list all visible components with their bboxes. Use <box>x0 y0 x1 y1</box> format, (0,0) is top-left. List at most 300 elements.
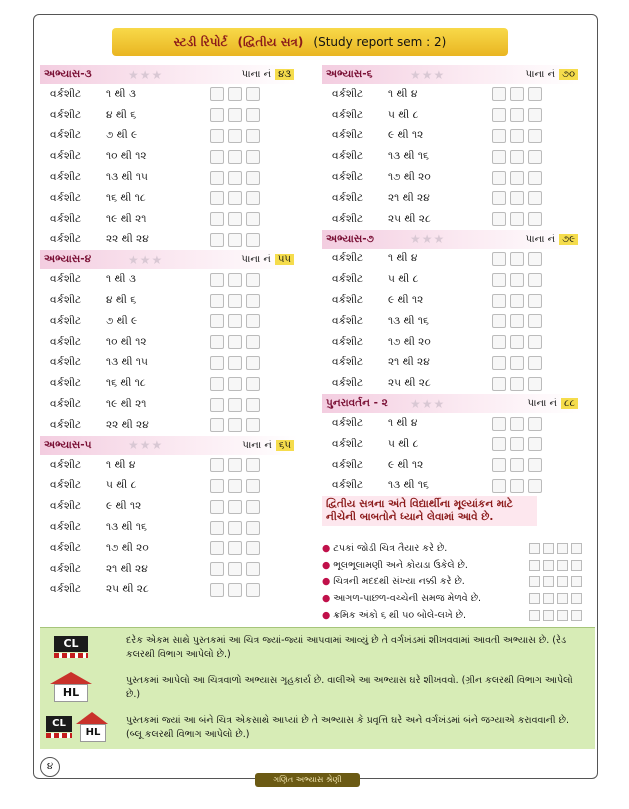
checkbox[interactable] <box>510 252 524 266</box>
checkbox[interactable] <box>210 150 224 164</box>
worksheet-label: વર્કશીટ <box>332 417 364 430</box>
worksheet-row <box>322 167 582 188</box>
worksheet-label: વર્કશીટ <box>50 335 82 348</box>
page-label: પાના નં <box>241 254 271 266</box>
worksheet-range: ૧૩ થી ૧૫ <box>106 171 148 184</box>
worksheet-row <box>40 517 298 538</box>
checkbox[interactable] <box>528 273 542 287</box>
worksheet-row <box>322 188 582 209</box>
checkbox[interactable] <box>528 212 542 226</box>
criteria-text: આગળ-પાછળ-વચ્ચેની સમજ મેળવે છે. <box>333 593 482 605</box>
checkbox[interactable] <box>571 610 582 621</box>
checkbox-group <box>210 458 260 472</box>
worksheet-row <box>40 209 298 230</box>
checkbox[interactable] <box>228 273 242 287</box>
checkbox[interactable] <box>492 335 506 349</box>
checkbox[interactable] <box>492 377 506 391</box>
checkbox[interactable] <box>228 479 242 493</box>
checkbox[interactable] <box>228 398 242 412</box>
checkbox[interactable] <box>492 171 506 185</box>
checkbox-group <box>210 541 260 555</box>
checkbox[interactable] <box>492 294 506 308</box>
section-header <box>322 65 582 84</box>
checkbox[interactable] <box>543 576 554 587</box>
checkbox[interactable] <box>228 541 242 555</box>
checkbox-group <box>210 212 260 226</box>
worksheet-row <box>322 290 582 311</box>
section-header <box>322 230 582 249</box>
checkbox[interactable] <box>210 562 224 576</box>
worksheet-row <box>40 146 298 167</box>
star-rating-icon: ★★★ <box>128 252 164 267</box>
checkbox[interactable] <box>246 377 260 391</box>
section-header <box>40 436 298 455</box>
worksheet-range: ૨૧ થી ૨૪ <box>106 562 148 575</box>
checkbox[interactable] <box>228 191 242 205</box>
checkbox[interactable] <box>510 191 524 205</box>
checkbox[interactable] <box>246 521 260 535</box>
checkbox[interactable] <box>246 418 260 432</box>
left-column <box>40 65 298 600</box>
worksheet-range: ૯ થી ૧૨ <box>388 294 424 307</box>
worksheet-label: વર્કશીટ <box>50 562 82 575</box>
checkbox[interactable] <box>228 129 242 143</box>
checkbox[interactable] <box>210 314 224 328</box>
section-header <box>40 65 298 84</box>
checkbox[interactable] <box>210 541 224 555</box>
checkbox[interactable] <box>210 458 224 472</box>
worksheet-range: ૧૭ થી ૨૦ <box>106 541 149 554</box>
worksheet-row <box>40 580 298 601</box>
checkbox[interactable] <box>492 150 506 164</box>
checkbox[interactable] <box>210 356 224 370</box>
checkbox[interactable] <box>246 314 260 328</box>
worksheet-label: વર્કશીટ <box>50 171 82 184</box>
worksheet-range: ૫ થી ૮ <box>388 108 419 121</box>
worksheet-row <box>322 146 582 167</box>
checkbox[interactable] <box>228 108 242 122</box>
worksheet-row <box>40 332 298 353</box>
worksheet-range: ૯ થી ૧૨ <box>106 500 142 513</box>
worksheet-range: ૧૩ થી ૧૬ <box>388 150 429 163</box>
checkbox[interactable] <box>492 129 506 143</box>
checkbox[interactable] <box>492 108 506 122</box>
checkbox[interactable] <box>510 335 524 349</box>
worksheet-range: ૧૩ થી ૧૬ <box>388 479 429 492</box>
checkbox[interactable] <box>210 87 224 101</box>
star-rating-icon: ★★★ <box>128 438 164 453</box>
page-label: પાના નં <box>527 398 557 410</box>
checkbox[interactable] <box>228 521 242 535</box>
checkbox[interactable] <box>228 87 242 101</box>
checkbox[interactable] <box>210 171 224 185</box>
checkbox[interactable] <box>492 458 506 472</box>
checkbox[interactable] <box>528 252 542 266</box>
checkbox-group <box>492 377 542 391</box>
worksheet-row <box>322 311 582 332</box>
star-rating-icon: ★★★ <box>128 67 164 82</box>
page-label: પાના નં <box>241 69 272 80</box>
worksheet-label: વર્કશીટ <box>332 108 364 121</box>
checkbox[interactable] <box>492 314 506 328</box>
checkbox[interactable] <box>228 233 242 247</box>
checkbox[interactable] <box>492 191 506 205</box>
checkbox[interactable] <box>210 294 224 308</box>
worksheet-label: વર્કશીટ <box>332 150 364 163</box>
checkbox-group <box>492 273 542 287</box>
checkbox[interactable] <box>528 377 542 391</box>
star-rating-icon: ★★★ <box>410 67 446 82</box>
checkbox[interactable] <box>228 294 242 308</box>
worksheet-range: ૨૫ થી ૨૮ <box>388 212 431 225</box>
worksheet-range: ૪ થી ૬ <box>106 108 137 121</box>
page-label: પાના નં <box>525 233 556 245</box>
worksheet-label: વર્કશીટ <box>332 335 364 348</box>
checkbox[interactable] <box>528 171 542 185</box>
page-number-badge: ૭૦ <box>559 69 578 80</box>
checkbox-group <box>210 335 260 349</box>
checkbox[interactable] <box>510 212 524 226</box>
checkbox[interactable] <box>210 398 224 412</box>
worksheet-range: ૧૬ થી ૧૮ <box>106 191 146 204</box>
checkbox[interactable] <box>228 356 242 370</box>
worksheet-range: ૫ થી ૮ <box>106 479 137 492</box>
criteria-text: ક્રમિક અંકો ૬ થી ૫૦ બોલે-લખે છે. <box>333 610 467 622</box>
criteria-list <box>322 540 582 624</box>
checkbox[interactable] <box>492 252 506 266</box>
worksheet-row <box>322 353 582 374</box>
checkbox[interactable] <box>492 87 506 101</box>
checkbox[interactable] <box>510 314 524 328</box>
checkbox[interactable] <box>210 108 224 122</box>
checkbox[interactable] <box>571 560 582 571</box>
checkbox[interactable] <box>246 541 260 555</box>
worksheet-range: ૨૫ થી ૨૮ <box>106 583 149 596</box>
worksheet-label: વર્કશીટ <box>50 356 82 369</box>
worksheet-row <box>40 455 298 476</box>
checkbox[interactable] <box>528 129 542 143</box>
worksheet-row <box>40 559 298 580</box>
checkbox[interactable] <box>528 335 542 349</box>
section-title: અભ્યાસ-૫ <box>44 438 92 451</box>
checkbox-group <box>492 294 542 308</box>
checkbox-group <box>210 479 260 493</box>
checkbox[interactable] <box>210 335 224 349</box>
checkbox-group <box>492 150 542 164</box>
worksheet-range: ૫ થી ૮ <box>388 273 419 286</box>
worksheet-label: વર્કશીટ <box>50 377 82 390</box>
checkbox[interactable] <box>492 417 506 431</box>
worksheet-range: ૨૨ થી ૨૪ <box>106 233 149 246</box>
checkbox-group <box>492 479 542 493</box>
checkbox[interactable] <box>246 479 260 493</box>
checkbox[interactable] <box>228 212 242 226</box>
page-number-badge: ૮૮ <box>561 398 578 409</box>
worksheet-label: વર્કશીટ <box>332 273 364 286</box>
checkbox-group <box>210 233 260 247</box>
checkbox[interactable] <box>246 583 260 597</box>
checkbox[interactable] <box>246 562 260 576</box>
checkbox[interactable] <box>557 576 568 587</box>
checkbox-group <box>210 294 260 308</box>
checkbox[interactable] <box>210 233 224 247</box>
star-rating-icon: ★★★ <box>410 232 446 247</box>
checkbox[interactable] <box>228 583 242 597</box>
checkbox[interactable] <box>529 576 540 587</box>
worksheet-label: વર્કશીટ <box>332 479 364 492</box>
legend-text-both: પુસ્તકમાં જ્યાં આ બંને ચિત્ર એકસાથે આપ્યાં છે તે અભ્યાસ કે પ્રવૃત્તિ ઘરે અને વર્ગખંડમાં બંને જગ્યાએ કરાવવાની છે. (બ્લૂ કલરથી વિભાગ આપેલો છે.) <box>126 715 569 740</box>
checkbox[interactable] <box>571 593 582 604</box>
checkbox[interactable] <box>228 150 242 164</box>
checkbox-group <box>492 417 542 431</box>
worksheet-row <box>40 496 298 517</box>
checkbox[interactable] <box>246 212 260 226</box>
worksheet-row <box>40 269 298 290</box>
page-number-badge: ૫૫ <box>275 254 294 265</box>
worksheet-label: વર્કશીટ <box>50 294 82 307</box>
checkbox[interactable] <box>228 335 242 349</box>
checkbox-group <box>210 129 260 143</box>
worksheet-row <box>322 413 582 434</box>
worksheet-row <box>322 269 582 290</box>
checkbox-group <box>492 191 542 205</box>
checkbox[interactable] <box>510 479 524 493</box>
checkbox[interactable] <box>528 437 542 451</box>
worksheet-range: ૨૫ થી ૨૮ <box>388 377 431 390</box>
evaluation-note <box>322 496 537 526</box>
worksheet-range: ૧ થી ૪ <box>388 87 418 100</box>
checkbox[interactable] <box>228 418 242 432</box>
checkbox[interactable] <box>510 171 524 185</box>
criteria-item <box>322 540 582 557</box>
checkbox[interactable] <box>246 87 260 101</box>
checkbox[interactable] <box>543 593 554 604</box>
bullet-icon: ● <box>322 593 331 605</box>
checkbox[interactable] <box>210 479 224 493</box>
checkbox[interactable] <box>246 458 260 472</box>
checkbox[interactable] <box>210 583 224 597</box>
checkbox[interactable] <box>510 294 524 308</box>
page-number-badge: ૭૯ <box>559 234 578 245</box>
worksheet-range: ૧ થી ૪ <box>388 417 418 430</box>
criteria-item <box>322 607 582 624</box>
star-rating-icon: ★★★ <box>410 396 446 411</box>
checkbox[interactable] <box>529 593 540 604</box>
worksheet-label: વર્કશીટ <box>50 108 82 121</box>
checkbox[interactable] <box>528 108 542 122</box>
worksheet-label: વર્કશીટ <box>332 437 364 450</box>
bullet-icon: ● <box>322 542 331 554</box>
checkbox[interactable] <box>528 314 542 328</box>
checkbox[interactable] <box>228 458 242 472</box>
checkbox[interactable] <box>528 356 542 370</box>
checkbox[interactable] <box>492 273 506 287</box>
checkbox[interactable] <box>510 150 524 164</box>
checkbox[interactable] <box>510 437 524 451</box>
checkbox[interactable] <box>246 294 260 308</box>
worksheet-label: વર્કશીટ <box>332 252 364 265</box>
checkbox[interactable] <box>543 560 554 571</box>
checkbox[interactable] <box>543 543 554 554</box>
checkbox[interactable] <box>210 521 224 535</box>
checkbox[interactable] <box>246 150 260 164</box>
checkbox[interactable] <box>210 273 224 287</box>
checkbox[interactable] <box>210 212 224 226</box>
checkbox[interactable] <box>246 171 260 185</box>
checkbox[interactable] <box>246 398 260 412</box>
worksheet-row <box>322 373 582 394</box>
checkbox[interactable] <box>510 129 524 143</box>
worksheet-range: ૧ થી ૩ <box>106 87 136 100</box>
checkbox[interactable] <box>528 191 542 205</box>
worksheet-row <box>322 126 582 147</box>
checkbox[interactable] <box>246 500 260 514</box>
checkbox[interactable] <box>571 543 582 554</box>
worksheet-range: ૨૧ થી ૨૪ <box>388 356 430 369</box>
checkbox[interactable] <box>228 171 242 185</box>
worksheet-row <box>322 332 582 353</box>
checkbox[interactable] <box>228 377 242 391</box>
checkbox[interactable] <box>246 233 260 247</box>
checkbox[interactable] <box>510 458 524 472</box>
worksheet-row <box>322 84 582 105</box>
criteria-text: ચિત્રની મદદથી સંખ્યા નક્કી કરે છે. <box>333 576 465 588</box>
checkbox[interactable] <box>492 356 506 370</box>
worksheet-range: ૨૨ થી ૨૪ <box>106 418 149 431</box>
checkbox-group <box>492 108 542 122</box>
checkbox[interactable] <box>529 543 540 554</box>
checkbox[interactable] <box>543 610 554 621</box>
checkbox[interactable] <box>210 500 224 514</box>
checkbox[interactable] <box>528 150 542 164</box>
checkbox[interactable] <box>510 108 524 122</box>
checkbox[interactable] <box>492 437 506 451</box>
checkbox[interactable] <box>246 335 260 349</box>
checkbox[interactable] <box>228 500 242 514</box>
worksheet-label: વર્કશીટ <box>50 273 82 286</box>
worksheet-label: વર્કશીટ <box>50 418 82 431</box>
checkbox[interactable] <box>528 87 542 101</box>
page-number-badge: ૪૩ <box>275 69 294 80</box>
worksheet-label: વર્કશીટ <box>50 87 82 100</box>
worksheet-range: ૧૯ થી ૨૧ <box>106 212 147 225</box>
checkbox[interactable] <box>228 314 242 328</box>
checkbox-group <box>210 377 260 391</box>
worksheet-row <box>40 476 298 497</box>
worksheet-range: ૯ થી ૧૨ <box>388 129 424 142</box>
checkbox[interactable] <box>529 560 540 571</box>
worksheet-range: ૧૩ થી ૧૬ <box>388 314 429 327</box>
worksheet-range: ૭ થી ૯ <box>106 314 138 327</box>
checkbox[interactable] <box>210 129 224 143</box>
legend-text-hl: પુસ્તકમાં આપેલો આ ચિત્રવાળો અભ્યાસ ગૃહકાર્ય છે. વાલીએ આ અભ્યાસ ઘરે શીખવવો. (ગ્રીન કલરથી વિભાગ આપેલો છે.) <box>126 675 573 700</box>
checkbox[interactable] <box>246 191 260 205</box>
checkbox[interactable] <box>557 593 568 604</box>
checkbox[interactable] <box>492 479 506 493</box>
worksheet-row <box>40 126 298 147</box>
note-line-2: નીચેની બાબતોને ધ્યાને લેવામાં આવે છે. <box>326 511 494 523</box>
worksheet-row <box>40 188 298 209</box>
checkbox-group <box>492 335 542 349</box>
checkbox-group <box>492 129 542 143</box>
checkbox[interactable] <box>246 129 260 143</box>
worksheet-range: ૧ થી ૪ <box>388 252 418 265</box>
note-line-1: દ્વિતીય સત્રના અંતે વિદ્યાર્થીના મૂલ્યાંકન માટે <box>326 498 513 510</box>
checkbox[interactable] <box>510 87 524 101</box>
worksheet-row <box>40 394 298 415</box>
checkbox-group <box>210 398 260 412</box>
legend-text-cl: દરેક એકમ સાથે પુસ્તકમાં આ ચિત્ર જ્યાં-જ્યાં આપવામાં આવ્યું છે તે વર્ગખંડમાં શીખવવામાં આવતી અભ્યાસ છે. (રેડ કલરથી વિભાગ આપેલો છે.) <box>126 635 567 660</box>
checkbox[interactable] <box>528 294 542 308</box>
checkbox[interactable] <box>510 273 524 287</box>
checkbox[interactable] <box>246 108 260 122</box>
checkbox[interactable] <box>246 273 260 287</box>
hl-house-icon: HL <box>50 672 92 702</box>
checkbox[interactable] <box>210 418 224 432</box>
checkbox-group <box>210 314 260 328</box>
worksheet-label: વર્કશીટ <box>332 171 364 184</box>
checkbox[interactable] <box>557 543 568 554</box>
worksheet-label: વર્કશીટ <box>50 314 82 327</box>
criteria-item <box>322 574 582 591</box>
checkbox-group <box>210 500 260 514</box>
checkbox[interactable] <box>528 479 542 493</box>
checkbox[interactable] <box>510 417 524 431</box>
worksheet-label: વર્કશીટ <box>50 583 82 596</box>
checkbox[interactable] <box>246 356 260 370</box>
checkbox[interactable] <box>210 191 224 205</box>
title-gujarati: સ્ટડી રિપોર્ટ <box>173 34 228 49</box>
worksheet-row <box>40 538 298 559</box>
checkbox[interactable] <box>529 610 540 621</box>
checkbox[interactable] <box>210 377 224 391</box>
section-title: પુનરાવર્તન - ૨ <box>326 397 388 410</box>
worksheet-row <box>322 476 582 497</box>
checkbox-group <box>210 562 260 576</box>
worksheet-range: ૪ થી ૬ <box>106 294 137 307</box>
title-english: (Study report sem : 2) <box>313 35 447 49</box>
worksheet-label: વર્કશીટ <box>332 129 364 142</box>
worksheet-row <box>40 311 298 332</box>
checkbox[interactable] <box>571 576 582 587</box>
worksheet-label: વર્કશીટ <box>50 191 82 204</box>
section-header <box>40 250 298 269</box>
worksheet-row <box>322 209 582 230</box>
checkbox[interactable] <box>528 417 542 431</box>
checkbox[interactable] <box>528 458 542 472</box>
checkbox[interactable] <box>492 212 506 226</box>
page-number: ૪ <box>40 757 60 777</box>
worksheet-label: વર્કશીટ <box>332 294 364 307</box>
checkbox[interactable] <box>557 560 568 571</box>
worksheet-label: વર્કશીટ <box>50 541 82 554</box>
checkbox[interactable] <box>557 610 568 621</box>
worksheet-range: ૧૭ થી ૨૦ <box>388 335 431 348</box>
checkbox-group <box>210 418 260 432</box>
page-label: પાના નં <box>242 439 272 451</box>
legend-panel <box>40 627 595 749</box>
worksheet-row <box>322 455 582 476</box>
worksheet-label: વર્કશીટ <box>50 129 82 142</box>
checkbox-group <box>492 314 542 328</box>
checkbox[interactable] <box>510 377 524 391</box>
checkbox[interactable] <box>510 356 524 370</box>
worksheet-row <box>322 249 582 270</box>
worksheet-label: વર્કશીટ <box>50 150 82 163</box>
checkbox[interactable] <box>228 562 242 576</box>
checkbox-group <box>492 252 542 266</box>
right-column <box>322 65 582 496</box>
